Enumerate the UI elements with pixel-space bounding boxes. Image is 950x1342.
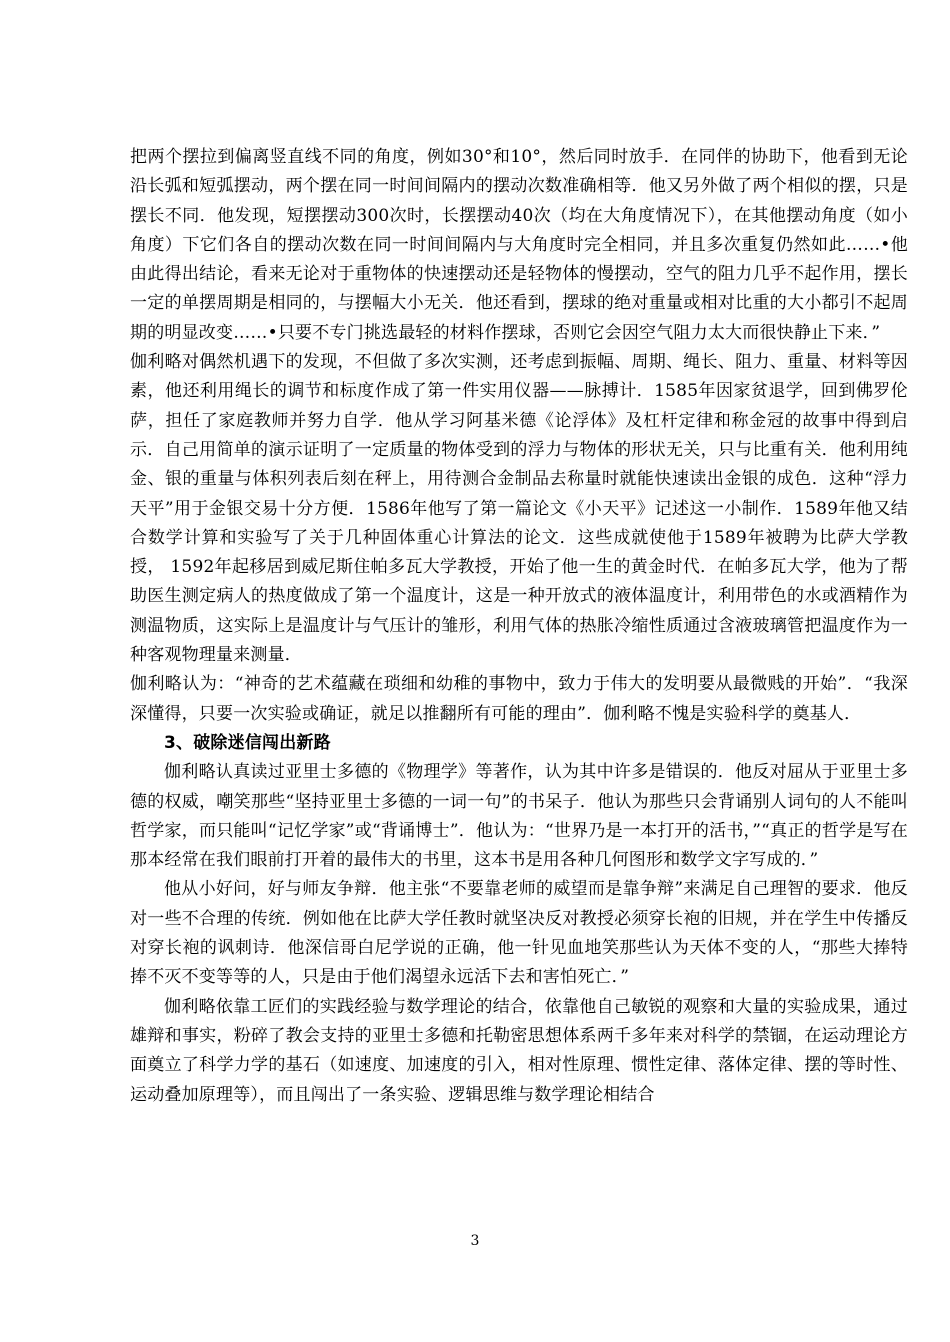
paragraph-galileo-quote: 伽利略认为：“神奇的艺术蕴藏在琐细和幼稚的事物中，致力于伟大的发明要从最微贱的开始”．“我深深懂得，只要一次实验或确证，就足以推翻所有可能的理由”．伽利略不愧是实验科学的奠基人． (130, 674, 908, 724)
paragraph-pendulum-experiment: 把两个摆拉到偏离竖直线不同的角度，例如30°和10°，然后同时放手．在同伴的协助下，他看到无论沿长弧和短弧摆动，两个摆在同一时间间隔内的摆动次数准确相等．他又另外做了两个相似的摆，只是摆长不同．他发现，短摆摆动300次时，长摆摆动40次（均在大角度情况下），在其他摆动角度（如小角度）下它们各自的摆动次数在同一时间间隔内与大角度时完全相同，并且多次重复仍然如此……•他由此得出结论，看来无论对于重物体的快速摆动还是轻物体的慢摆动，空气的阻力几乎不起作用，摆长一定的单摆周期是相同的，与摆幅大小无关．他还看到，摆球的绝对重量或相对比重的大小都引不起周期的明显改变……•只要不专门挑选最轻的材料作摆球，否则它会因空气阻力太大而很快静止下来．” (130, 147, 908, 343)
document-body (130, 143, 908, 1110)
page-number: 3 (470, 1233, 480, 1249)
paragraph-instruments: 伽利略对偶然机遇下的发现，不但做了多次实测，还考虑到振幅、周期、绳长、阻力、重量、材料等因素，他还利用绳长的调节和标度作成了第一件实用仪器——脉搏计．1585年因家贫退学，回到佛罗伦萨，担任了家庭教师并努力自学．他从学习阿基米德《论浮体》及杠杆定律和称金冠的故事中得到启示．自己用简单的演示证明了一定质量的物体受到的浮力与物体的形状无关，只与比重有关．他利用纯金、银的重量与体积列表后刻在秤上，用待测合金制品去称量时就能快速读出金银的成色．这种“浮力天平”用于金银交易十分方便．1586年他写了第一篇论文《小天平》记述这一小制作．1589年他又结合数学计算和实验写了关于几种固体重心计算法的论文．这些成就使他于1589年被聘为比萨大学教授， 1592年起移居到威尼斯住帕多瓦大学教授，开始了他一生的黄金时代．在帕多瓦大学，他为了帮助医生测定病人的热度做成了第一个温度计，这是一种开放式的液体温度计，利用带色的水或酒精作为测温物质，这实际上是温度计与气压计的雏形，利用气体的热胀冷缩性质通过含液玻璃管把温度作为一种客观物理量来测量． (130, 352, 908, 666)
section-heading: 3、破除迷信闯出新路 (164, 732, 331, 753)
paragraph-mechanics-foundation: 伽利略依靠工匠们的实践经验与数学理论的结合，依靠他自己敏锐的观察和大量的实验成果，通过雄辩和事实，粉碎了教会支持的亚里士多德和托勒密思想体系两千多年来对科学的禁锢，在运动理论方面奠立了科学力学的基石（如速度、加速度的引入，相对性原理、惯性定律、落体定律、摆的等时性、运动叠加原理等），而且闯出了一条实验、逻辑思维与数学理论相结合 (130, 996, 908, 1105)
paragraph-debate: 他从小好问，好与师友争辩．他主张“不要靠老师的威望而是靠争辩”来满足自己理智的要求．他反对一些不合理的传统．例如他在比萨大学任教时就坚决反对教授必须穿长袍的旧规，并在学生中传播反对穿长袍的讽刺诗．他深信哥白尼学说的正确，他一针见血地笑那些认为天体不变的人，“那些大捧特捧不灭不变等等的人，只是由于他们渴望永远活下去和害怕死亡．” (130, 879, 908, 988)
paragraph-aristotle-critique: 伽利略认真读过亚里士多德的《物理学》等著作，认为其中许多是错误的．他反对屈从于亚里士多德的权威，嘲笑那些“坚持亚里士多德的一词一句”的书呆子．他认为那些只会背诵别人词句的人不能叫哲学家，而只能叫“记忆学家”或“背诵博士”．他认为：“世界乃是一本打开的活书，”“真正的哲学是写在那本经常在我们眼前打开着的最伟大的书里，这本书是用各种几何图形和数学文字写成的．” (130, 762, 908, 871)
